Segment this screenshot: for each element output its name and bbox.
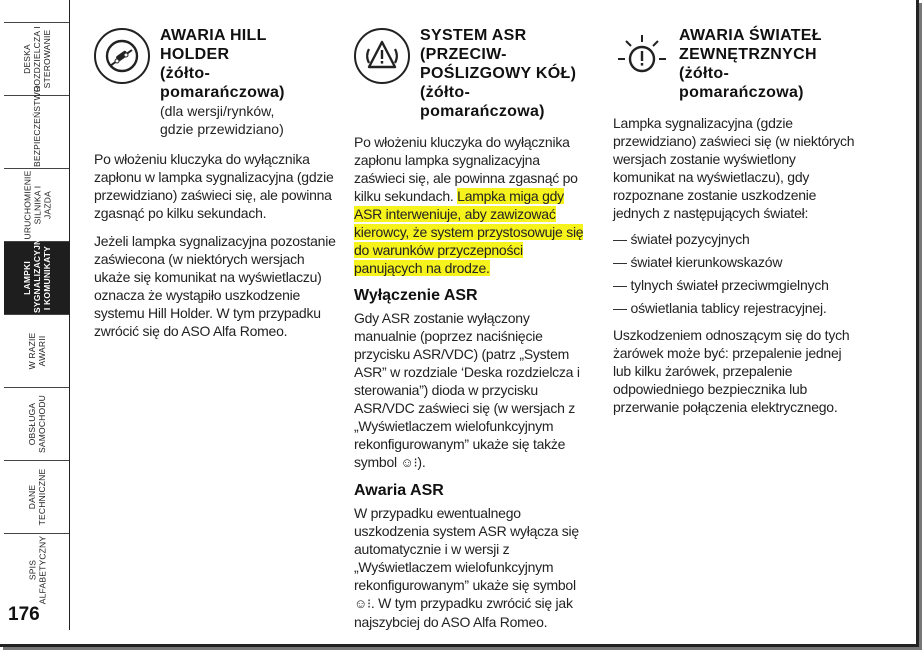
sidebar-divider — [69, 0, 70, 630]
tab-uruchomienie[interactable] — [4, 168, 70, 241]
section-heading: Awaria ASR — [354, 482, 444, 499]
section-exterior-lights — [613, 26, 859, 416]
tab-label: OBSŁUGA SAMOCHODU — [27, 395, 47, 453]
tab-bezpieczenstwo[interactable] — [4, 85, 70, 168]
tab-label: DANE TECHNICZNE — [27, 468, 47, 526]
tab-label: LAMPKI SYGNALIZACYJNE I KOMUNIKATY — [22, 232, 52, 313]
section-hill-holder — [94, 26, 336, 340]
paragraph: Jeżeli lampka sygnalizacyjna pozostanie zaświecona (w niektórych wersjach ukaże się komunikat na wyświetlaczu) oznacza że wystąpiło uszkodzenie systemu Hill Holder. W tym przypadku zwrócić się do ASO Alfa Romeo. — [94, 233, 336, 339]
tab-dane-techniczne[interactable] — [4, 460, 70, 533]
page-number: 176 — [8, 604, 40, 625]
paragraph: Lampka sygnalizacyjna (gdzie przewidziano) zaświeci się (w niektórych wersjach zostanie wyświetlony komunikat na wyświetlaczu), gdy rozpoznane zostanie uszkodzenie jednych z następujących świateł: — [613, 115, 855, 221]
tab-label: W RAZIE AWARII — [27, 332, 47, 370]
exterior-light-failure-icon — [613, 28, 671, 86]
paragraph: Gdy ASR zostanie wyłączony manualnie (poprzez naciśnięcie przycisku ASR/VDC) (patrz „System ASR” w rozdziale ‘Deska rozdzielcza i sterowania”) dioda w przycisku ASR/VDC zaświeci się (w wersjach z „Wyświetlaczem wielofunkcyjnym rekonfigurowanym” ukaże się także symbol ☺⁝). — [354, 310, 580, 470]
list-item: — świateł kierunkowskazów — [613, 254, 783, 270]
list-item: — świateł pozycyjnych — [613, 231, 750, 247]
tab-lampki-sygnalizacyjne[interactable] — [4, 232, 70, 314]
tab-label: BEZPIECZEŃSTWO — [32, 85, 42, 167]
list-item: — tylnych świateł przeciwmgielnych — [613, 277, 829, 293]
section-asr — [354, 26, 594, 631]
section-heading: Wyłączenie ASR — [354, 287, 478, 304]
tab-obsluga-samochodu[interactable] — [4, 387, 70, 460]
section-title: AWARIA HILL HOLDER (żółto- pomarańczowa) — [160, 27, 285, 101]
section-title: AWARIA ŚWIATEŁ ZEWNĘTRZNYCH (żółto- pomarańczowa) — [679, 27, 822, 101]
paragraph: Po włożeniu kluczyka do wyłącznika zapłonu lampka sygnalizacyjna zaświeci się, ale powinna zgasnąć po kilku sekundach. Lampka miga gdy ASR interweniuje, aby zawizować kierowcy, że system przystosowuje się do warunków przyczepności panujących na drodze. — [354, 134, 584, 276]
asr-symbol-icon: ☺⁝ — [354, 596, 371, 611]
list-item: — oświetlania tablicy rejestracyjnej. — [613, 300, 827, 316]
asr-symbol-icon: ☺⁝ — [400, 455, 418, 470]
highlighted-text: Lampka miga gdy ASR interweniuje, aby zawizować kierowcy, że system przystosowuje się do warunków przyczepności panujących na drodze. — [354, 188, 584, 276]
paragraph: W przypadku ewentualnego uszkodzenia system ASR wyłącza się automatycznie i w wersji z „Wyświetlaczem wielofunkcyjnym rekonfigurowanym” ukaże się symbol ☺⁝. W tym przypadku zwrócić się jak najszybciej do ASO Alfa Romeo. — [354, 505, 579, 630]
section-title: SYSTEM ASR (PRZECIW- POŚLIZGOWY KÓŁ) (żółto- pomarańczowa) — [420, 27, 577, 120]
tab-w-razie-awarii[interactable] — [4, 314, 70, 387]
paragraph: Uszkodzeniem odnoszącym się do tych żarówek może być: przepalenie jednej lub kilku żarówek, przepalenie odpowiedniego bezpiecznika lub przerwanie połączenia elektrycznego. — [613, 327, 850, 415]
chapter-sidebar — [4, 22, 70, 605]
tab-label: URUCHOMIENIE SILNIKA I JAZDA — [22, 170, 52, 240]
tab-label: SPIS ALFABETYCZNY — [27, 535, 47, 605]
tab-label: DESKA ROZDZIELCZA I STEROWANIE — [22, 26, 52, 92]
light-list — [613, 230, 859, 317]
tab-spis-alfabetyczny[interactable] — [4, 533, 70, 606]
section-subtitle: (dla wersji/rynków, gdzie przewidziano) — [160, 103, 284, 137]
hill-holder-warning-icon — [94, 28, 150, 84]
paragraph: Po włożeniu kluczyka do wyłącznika zapłonu w lampka sygnalizacyjna (gdzie przewidziano) zaświeci się, ale powinna zgasnąć po kilku sekundach. — [94, 151, 334, 221]
asr-warning-icon — [354, 28, 410, 84]
